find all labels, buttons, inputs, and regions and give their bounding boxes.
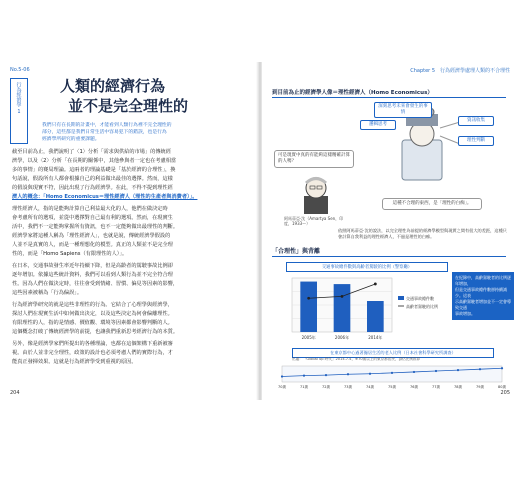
body-line: 能真正發揮效果。這就是行為經濟學受到重視的原因。 [12, 359, 137, 365]
right-running-head: Chapter 5 行為經濟學處理人類的不合理性 [410, 68, 510, 74]
note-line: 事故增加。 [455, 311, 475, 316]
chart2-point [281, 375, 283, 377]
chart2-x-tick: 75歲 [388, 385, 396, 389]
chart2-x-tick: 80歲 [498, 385, 506, 389]
chart2-source: 出處：「Global up 時代」2014.7.4，※70歲以上的東京都居民，請估比例推算 [292, 357, 421, 361]
left-page-number: 204 [10, 390, 20, 396]
chart2-x-tick: 76歲 [410, 385, 418, 389]
lead-line: 我們只有在長期的計畫中，才能看到人類行為裡不完全理性的 [42, 123, 172, 128]
chart2-plot-area [282, 366, 502, 382]
title-line-2: 並不是完全理性的 [68, 97, 189, 115]
chart1-point [307, 297, 310, 300]
right-page-number: 205 [500, 390, 510, 396]
chart2-point [501, 367, 503, 369]
body-text [12, 148, 252, 367]
side-label-text: 行為經濟學 [15, 82, 22, 107]
line-chart [272, 364, 508, 390]
chart2-point [325, 374, 327, 376]
chart2-x-tick: 77歲 [432, 385, 440, 389]
person-caption: 阿馬蒂亞·沈（Amartya Sen，印度，1933～） [284, 216, 344, 226]
chart2-point [413, 371, 415, 373]
chart2-point [457, 369, 459, 371]
question-bubble: 可是現實中真的有能夠這樣精確計算的人嗎？ [274, 150, 354, 168]
body-line: 濟學，以及〈2〉分析「在長期的關係中，其他參與者一定也在考慮相當 [12, 158, 177, 164]
lead-line: 部分，這些都是我們日常生活中容易犯下的錯誤，也是行為 [42, 130, 167, 135]
bar-line-chart [272, 272, 452, 344]
chart1-bar [367, 301, 384, 332]
chart2-point [347, 373, 349, 375]
chart1-bar [334, 284, 351, 332]
section2-title: 「合理性」與背離 [272, 246, 506, 257]
leader-line [440, 122, 460, 128]
caption-sen: 依照阿馬蒂亞·沈的說法，以完全理性為前提的經濟學模型與現實之間有很大的差距，這種只會計算自我利益的理性經濟人，不過是理性的白痴。 [338, 228, 507, 239]
left-running-head: No.5-06 [10, 67, 30, 73]
chart2-point [303, 375, 305, 377]
notes-box [452, 272, 514, 320]
chart1-legend-swatch [398, 296, 404, 300]
right-page [262, 62, 514, 400]
chart2-point [369, 373, 371, 375]
side-label-number: 1 [17, 109, 21, 115]
chart2-x-tick: 70歲 [278, 385, 286, 389]
body-line: 句話說，假設所有人都會根據自己的利益做出最佳的選擇。然而，這樣 [12, 176, 173, 182]
chart2-x-tick: 79歲 [476, 385, 484, 389]
chart2-x-tick: 73歲 [344, 385, 352, 389]
body-line: 視。由於人並非完全理性，政策的設計也必須考慮人們的實際行為，才 [12, 350, 173, 356]
speech-bubble: 這種不合理的東西，是「理性的白痴」。 [382, 198, 482, 210]
chart1-x-tick: 2006年 [334, 335, 350, 340]
body-line: 這些因素被稱為「行為偏誤」。 [12, 290, 83, 296]
body-line: 會考慮所有的選項，並從中選擇對自己最有利的選項。然而，在現實生 [12, 215, 173, 221]
body-line: 活中，我們不一定能夠掌握所有資訊，也不一定能夠做出最理性的判斷。 [12, 224, 179, 230]
body-line: 多的事情」的賽局理論。這兩者的理論基礎是「基於經濟的合理性」，換 [12, 167, 176, 173]
chart1-legend-label: 交通事故總件數 [406, 296, 434, 301]
section1-title: 到目前為止的經濟學人像＝理性經濟人（Homo Economicus） [272, 88, 506, 98]
label-future-calc: 深刻思考未來會發生的事情 [374, 102, 432, 118]
body-line: 性的，而是「Homo Sapiens（有限理性的人）」。 [12, 251, 128, 257]
book-spread [6, 62, 514, 400]
body-line: 經濟學家將這種人稱為「理性經濟人」，也就是說，傳統經濟學假設的 [12, 233, 171, 239]
chart2-point [435, 370, 437, 372]
chart1-bar [300, 282, 317, 332]
lead-paragraph [42, 122, 254, 143]
chart1-point [341, 295, 344, 298]
body-line: 的假設與現實不符，因此出現了行為經濟學。在此，不得不提到理性經 [12, 185, 173, 191]
body-line: 另外，像是經濟學家們所提出的各種理論，也都在這個架構下重新被審 [12, 341, 173, 347]
body-line: 行為經濟學研究的就是這些非理性的行為。它結合了心理學與經濟學， [12, 302, 173, 308]
portrait-body [304, 196, 328, 214]
note-line: 示高齡駕駛者增加並不一定會導致交通 [455, 299, 511, 310]
body-line: 濟人的概念：「Homo Economicus＝理性經濟人（理性的生產者與消費者）」。 [12, 194, 198, 200]
chart1-point [374, 283, 377, 286]
body-line: 在日本，交通事故發生率近年持續下降，但是高齡者的駕駛事故比例卻 [12, 263, 173, 269]
lead-line: 經濟學所研究的重要課題。 [42, 137, 100, 142]
note-line: 在紀錄中，高齡駕駛者的比例逐年增加， [455, 275, 511, 286]
body-line: 理性經濟人，指的是能夠計算自己利益最大化的人，他們在做決定時 [12, 206, 168, 212]
chart2-point [479, 368, 481, 370]
label-logic: 邏輯思考 [360, 120, 396, 130]
chart2-point [391, 372, 393, 374]
leader-line [440, 136, 460, 144]
body-line: 這個概念打破了傳統經濟學的前提，也讓我們重新思考經濟行為的本質。 [12, 329, 179, 335]
body-line: 探討人們在現實生活中如何做出決定，以及這些決定為何會偏離理性。 [12, 311, 173, 317]
body-line: 逐年增加。依據這些統計資料，我們可以看到人類行為並不完全符合理 [12, 272, 173, 278]
body-line: 截至目前為止，我們說明了〈1〉分析「需求與供給的市場」的傳統經 [12, 149, 171, 155]
title-line-1: 人類的經濟行為 [60, 77, 166, 95]
side-label-box [10, 78, 28, 144]
body-line: 人並不是真實的人，而是一種理想化的模型。真正的人類並不是完全理 [12, 242, 173, 248]
body-line: 性。因為人們在做決定時，往往會受到情緒、習慣、偏見等因素的影響， [12, 281, 179, 287]
chart1-x-tick: 2005年 [301, 335, 316, 340]
body-line: 有限理性的人，指的是情感、價值觀、環境等因素都會影響判斷的人。 [12, 320, 173, 326]
note-line: 但是交通事故總件數卻持續減少。這表 [455, 287, 507, 298]
chart2-title: 在東京都中心過著獨居生活的老人比例（日本社會科學研究所調查） [292, 348, 494, 358]
label-reason: 理性判斷 [458, 136, 494, 146]
chart2-x-tick: 78歲 [454, 385, 462, 389]
chart1-title: 交通事故總件數與高齡者駕駛的比例（警察廳） [286, 262, 448, 272]
left-page [6, 62, 258, 400]
chart2-x-tick: 72歲 [322, 385, 330, 389]
label-info: 資訊收集 [458, 116, 494, 126]
chart2-x-tick: 71歲 [300, 385, 308, 389]
page-title [60, 76, 188, 116]
chart1-legend-label: 高齡者駕駛的比例 [406, 304, 438, 309]
chart2-x-tick: 74歲 [366, 385, 374, 389]
chart1-x-tick: 2014年 [368, 335, 383, 340]
amartya-sen-portrait [298, 174, 334, 214]
